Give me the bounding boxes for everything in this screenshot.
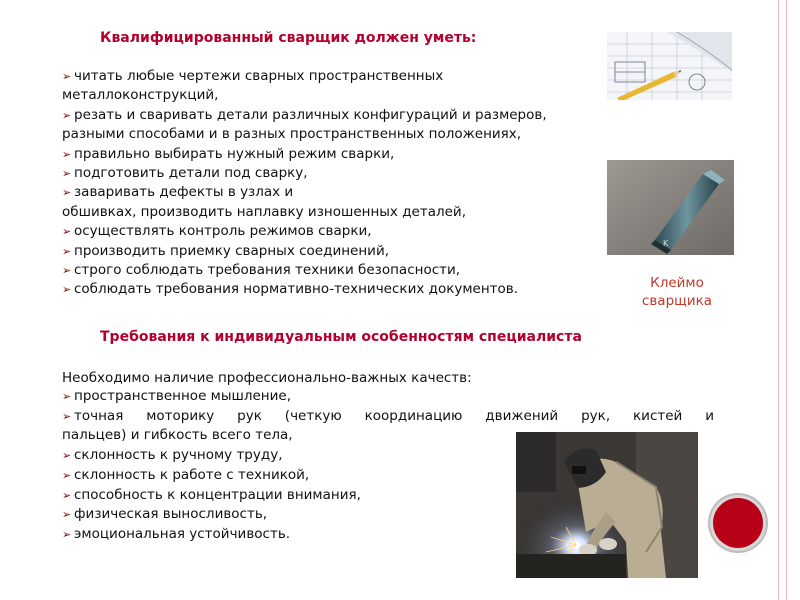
section1-line-text: металлоконструкций, <box>62 87 219 104</box>
section1-line <box>62 280 518 300</box>
section1-line <box>62 164 308 184</box>
frame-line-right-2 <box>786 0 787 600</box>
section2-line-text: физическая выносливость, <box>74 506 268 523</box>
stamp-caption-line1: Клеймо <box>650 275 704 291</box>
section1-line-text: производить приемку сварных соединений, <box>74 242 390 259</box>
arrow-bullet-icon: ➢ <box>62 147 72 161</box>
arrow-bullet-icon: ➢ <box>62 186 72 200</box>
decorative-red-circle <box>713 498 763 548</box>
section1-line <box>62 67 443 87</box>
section2-line-text: пальцев) и гибкость всего тела, <box>62 427 293 444</box>
section1-line <box>62 145 394 165</box>
drawing-image <box>607 32 732 100</box>
arrow-bullet-icon: ➢ <box>62 449 72 463</box>
section1-line-text: соблюдать требования нормативно-технических документов. <box>74 281 519 298</box>
section2-line-text: эмоциональная устойчивость. <box>74 525 291 542</box>
section1-line-text: резать и сваривать детали различных конфигураций и размеров, <box>74 106 547 123</box>
svg-text:K: K <box>663 239 669 248</box>
arrow-bullet-icon: ➢ <box>62 244 72 258</box>
welder-photo <box>516 432 698 578</box>
section1-line <box>62 183 293 203</box>
arrow-bullet-icon: ➢ <box>62 488 72 502</box>
section2-line <box>62 505 267 525</box>
section1-line-text: читать любые чертежи сварных пространственных <box>74 68 444 84</box>
section2-line <box>62 486 361 506</box>
arrow-bullet-icon: ➢ <box>62 167 72 180</box>
arrow-bullet-icon: ➢ <box>62 225 72 239</box>
section1-title: Квалифицированный сварщик должен уметь: <box>100 30 477 46</box>
section2-line-text: склонность к ручному труду, <box>74 447 283 464</box>
stamp-caption-line2: сварщика <box>641 293 713 309</box>
section1-line-text: обшивках, производить наплавку изношенных деталей, <box>62 203 466 220</box>
section1-line <box>62 125 521 145</box>
section1-line <box>62 222 372 242</box>
section2-line <box>62 387 291 407</box>
section2-intro: Необходимо наличие профессионально-важных качеств: <box>62 370 472 386</box>
arrow-bullet-icon: ➢ <box>62 468 72 482</box>
section1-line-text: заваривать дефекты в узлах и <box>74 184 294 201</box>
section1-line <box>62 242 389 262</box>
section2-line-text: способность к концентрации внимания, <box>74 486 361 503</box>
section2-line <box>62 407 714 427</box>
section1-line <box>62 86 218 106</box>
arrow-bullet-icon: ➢ <box>62 409 72 423</box>
arrow-bullet-icon: ➢ <box>62 264 72 277</box>
section2-line <box>62 525 290 545</box>
section2-line <box>62 426 293 446</box>
section2-line-text: точная моторику рук (четкую координацию движений рук, кистей и <box>74 407 714 424</box>
arrow-bullet-icon: ➢ <box>62 390 72 403</box>
section1-line-text: осуществлять контроль режимов сварки, <box>74 223 372 240</box>
stamp-caption <box>632 274 722 310</box>
section2-line-text: склонность к работе с техникой, <box>74 466 310 483</box>
section1-line <box>62 106 547 126</box>
arrow-bullet-icon: ➢ <box>62 283 72 297</box>
section1-line-text: подготовить детали под сварку, <box>74 165 308 181</box>
section2-line-text: пространственное мышление, <box>74 388 291 404</box>
section1-line-text: правильно выбирать нужный режим сварки, <box>74 145 395 162</box>
section2-line <box>62 446 282 466</box>
frame-line-right-1 <box>778 0 779 600</box>
section1-line <box>62 261 460 281</box>
arrow-bullet-icon: ➢ <box>62 527 72 541</box>
arrow-bullet-icon: ➢ <box>62 508 72 522</box>
section2-line <box>62 466 309 486</box>
arrow-bullet-icon: ➢ <box>62 70 72 83</box>
section1-line-text: строго соблюдать требования техники безопасности, <box>74 262 461 278</box>
section2-title: Требования к индивидуальным особенностям специалиста <box>100 329 582 345</box>
section1-line <box>62 203 466 223</box>
arrow-bullet-icon: ➢ <box>62 108 72 122</box>
section1-line-text: разными способами и в разных пространственных положениях, <box>62 126 522 143</box>
welder-stamp-image <box>607 160 734 255</box>
